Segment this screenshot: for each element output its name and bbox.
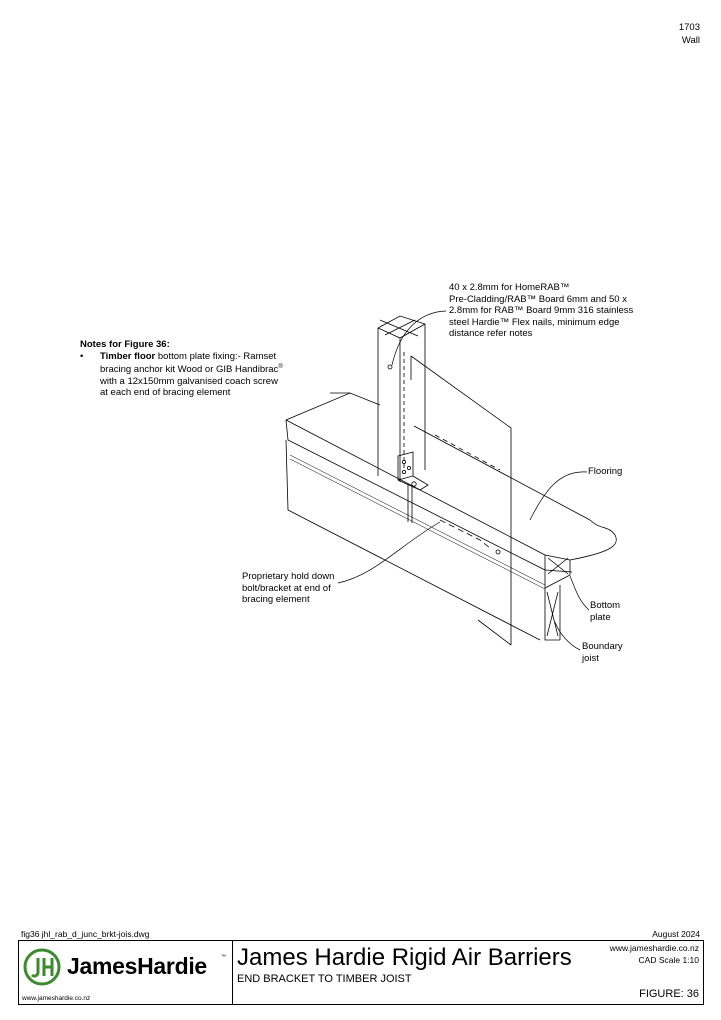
nails-callout bbox=[449, 282, 633, 340]
notes-item-text-2: with a 12x150mm galvanised coach screw at each end of bracing element bbox=[100, 375, 278, 399]
bottom-plate-callout-line: Bottom bbox=[590, 600, 621, 611]
nail-markers bbox=[388, 365, 500, 554]
website: www.jameshardie.co.nz bbox=[609, 943, 699, 953]
flooring-label: Flooring bbox=[588, 466, 623, 477]
registered-mark: ® bbox=[278, 364, 283, 370]
nails-callout-line: 40 x 2.8mm for HomeRAB™ bbox=[449, 282, 570, 293]
brand-name: JamesHardie bbox=[67, 953, 207, 979]
hold-down-callout-line: bracing element bbox=[242, 594, 310, 605]
drawing-filename: fig36 jhl_rab_d_junc_brkt-jois.dwg bbox=[21, 929, 150, 939]
notes-item-text: bottom plate fixing:- Ramset bracing anchor kit Wood or GIB Handibrac bbox=[100, 350, 279, 376]
leader-lines bbox=[338, 311, 589, 650]
boundary-joist-callout-line: Boundary bbox=[582, 641, 623, 652]
flooring bbox=[330, 393, 616, 560]
bottom-plate-callout-line: plate bbox=[590, 611, 611, 623]
boundary-joist-callout-line: joist bbox=[582, 652, 599, 664]
rab-board-sheet bbox=[411, 356, 511, 645]
brand-trademark: ™ bbox=[221, 954, 226, 960]
notes-item-bold: Timber floor bbox=[100, 350, 156, 362]
jameshardie-logo-icon bbox=[23, 948, 61, 986]
hold-down-callout-line: Proprietary hold down bbox=[242, 571, 335, 582]
document-number: 1703 bbox=[678, 22, 700, 33]
nails-callout-line: distance refer notes bbox=[449, 328, 533, 339]
boundary-joist-callout bbox=[582, 641, 623, 664]
figure-notes bbox=[80, 339, 285, 399]
boundary-joist bbox=[286, 440, 560, 640]
stud bbox=[378, 316, 425, 482]
logo-cell bbox=[19, 941, 233, 1004]
nails-callout-line: 2.8mm for RAB™ Board 9mm 316 stainless bbox=[449, 305, 634, 316]
document-section: Wall bbox=[681, 35, 700, 46]
document-title: James Hardie Rigid Air Barriers bbox=[237, 944, 572, 971]
hold-down-callout bbox=[242, 571, 334, 606]
notes-item bbox=[80, 351, 285, 399]
bottom-plate-callout bbox=[590, 600, 620, 623]
cad-scale: CAD Scale 1:10 bbox=[638, 955, 699, 965]
nails-callout-line: Pre-Cladding/RAB™ Board 6mm and 50 x bbox=[449, 293, 627, 305]
nails-callout-line: steel Hardie™ Flex nails, minimum edge bbox=[449, 316, 620, 328]
bottom-plate bbox=[286, 393, 590, 588]
figure-number: FIGURE: 36 bbox=[639, 988, 699, 1000]
drawing-date: August 2024 bbox=[652, 929, 700, 939]
notes-heading: Notes for Figure 36: bbox=[80, 339, 170, 350]
hold-down-callout-line: bolt/bracket at end of bbox=[242, 582, 331, 594]
title-block bbox=[18, 940, 704, 1005]
document-subtitle: END BRACKET TO TIMBER JOIST bbox=[237, 973, 412, 985]
bullet: • bbox=[80, 350, 84, 362]
website-small: www.jameshardie.co.nz bbox=[22, 995, 91, 1002]
notes-list bbox=[80, 351, 285, 399]
